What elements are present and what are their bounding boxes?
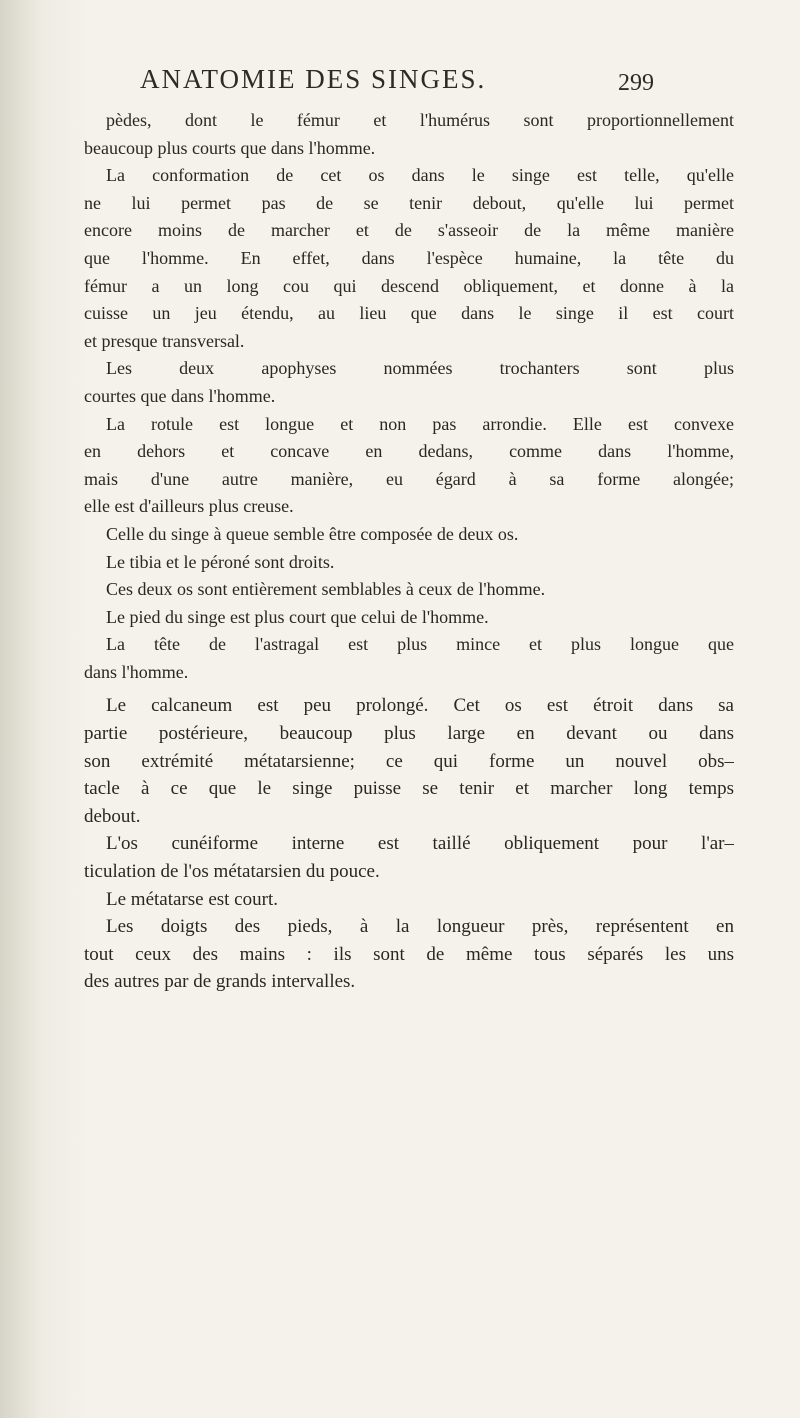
text-line: La conformation de cet os dans le singe est telle, qu'elle [106,165,734,186]
text-line: beaucoup plus courts que dans l'homme. [84,137,376,158]
text-line: La tête de l'astragal est plus mince et plus longue que [106,634,734,655]
text-line: partie postérieure, beaucoup plus large en devant ou dans [84,723,734,745]
text-line: ticulation de l'os métatarsien du pouce. [84,861,380,883]
text-line: son extrémité métatarsienne; ce qui forme un nouvel obs– [84,750,734,772]
text-line: La rotule est longue et non pas arrondie. Elle est convexe [106,413,734,434]
text-line: et presque transversal. [84,330,245,351]
paragraph [84,604,734,632]
text-line: des autres par de grands intervalles. [84,971,356,993]
running-title: ANATOMIE DES SINGES. [140,64,487,94]
text-line: Celle du singe à queue semble être composée de deux os. [106,523,519,544]
paragraph [84,631,734,686]
text-line: ne lui permet pas de se tenir debout, qu'elle lui permet [84,192,734,213]
text-line: cuisse un jeu étendu, au lieu que dans le singe il est court [84,303,734,324]
text-line: tacle à ce que le singe puisse se tenir et marcher long temps [84,778,734,800]
text-line: encore moins de marcher et de s'asseoir de la même manière [84,220,734,241]
paragraph [84,576,734,604]
text-line: Le tibia et le péroné sont droits. [106,551,335,572]
body-text [84,107,734,996]
paragraph [84,913,734,996]
text-line: Le calcaneum est peu prolongé. Cet os est étroit dans sa [106,695,734,717]
text-line: L'os cunéiforme interne est taillé obliquement pour l'ar– [106,833,734,855]
paragraph [84,162,734,355]
text-line: courtes que dans l'homme. [84,385,276,406]
text-line: mais d'une autre manière, eu égard à sa forme alongée; [84,468,734,489]
text-line: debout. [84,805,141,827]
text-line: pèdes, dont le fémur et l'humérus sont proportionnellement [106,110,734,130]
paragraph [84,107,734,162]
text-line: Le pied du singe est plus court que celui de l'homme. [106,606,489,627]
text-line: en dehors et concave en dedans, comme dans l'homme, [84,441,734,462]
page-header [0,64,800,104]
text-line: Les doigts des pieds, à la longueur près, représentent en [106,916,734,938]
paragraph [84,692,734,830]
text-line: elle est d'ailleurs plus creuse. [84,496,294,517]
text-line: Les deux apophyses nommées trochanters sont plus [106,358,734,379]
text-line: fémur a un long cou qui descend obliquement, et donne à la [84,275,734,296]
paragraph [84,355,734,410]
text-line: dans l'homme. [84,661,189,682]
paragraph [84,549,734,577]
paragraph [84,830,734,885]
text-line: tout ceux des mains : ils sont de même tous séparés les uns [84,943,734,965]
paragraph [84,886,734,914]
text-line: Ces deux os sont entièrement semblables à ceux de l'homme. [106,579,546,600]
page-number: 299 [618,70,654,96]
text-line: que l'homme. En effet, dans l'espèce humaine, la tête du [84,247,734,268]
text-line: Le métatarse est court. [106,888,278,910]
paragraph [84,411,734,521]
paragraph [84,521,734,549]
